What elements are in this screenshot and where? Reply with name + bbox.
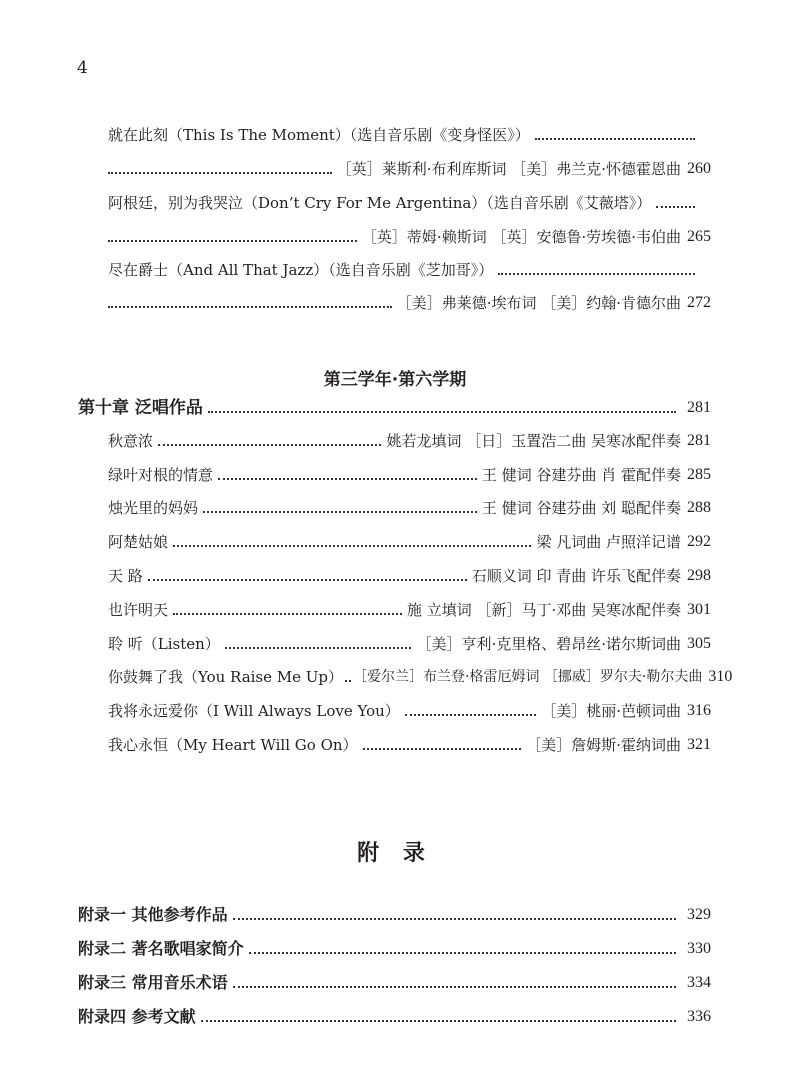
leader-dots <box>203 511 477 513</box>
appendix-label: 附录四 参考文献 <box>78 1007 196 1026</box>
appendix-label: 附录一 其他参考作品 <box>78 905 228 924</box>
appendix-page: 329 <box>687 906 711 923</box>
entry-title: 尽在爵士（And All That Jazz）（选自音乐剧《芝加哥》） <box>108 261 494 279</box>
entry-page: 292 <box>687 533 711 550</box>
toc-entry[interactable] <box>108 633 711 655</box>
entry-title: 就在此刻（This Is The Moment）（选自音乐剧《变身怪医》） <box>108 126 530 144</box>
leader-dots <box>108 306 392 308</box>
appendix-entry[interactable] <box>78 904 711 926</box>
leader-dots <box>405 714 536 716</box>
entry-page: 321 <box>687 736 711 753</box>
entry-title: 天 路 <box>108 567 143 585</box>
toc-entry-title[interactable] <box>108 192 700 214</box>
entry-page: 310 <box>708 668 733 685</box>
entry-page: 301 <box>687 601 711 618</box>
entry-page: 305 <box>687 635 711 652</box>
entry-credits: ［美］詹姆斯·霍纳词曲 <box>526 736 681 754</box>
entry-credits: ［美］亨利·克里格、碧昂丝·诺尔斯词曲 <box>416 635 681 653</box>
leader-dots <box>225 647 412 649</box>
toc-entry[interactable] <box>108 430 711 452</box>
toc-entry-title[interactable] <box>108 259 700 281</box>
toc-entry-credits[interactable] <box>108 226 711 248</box>
toc-entry[interactable] <box>108 700 711 722</box>
toc-entry[interactable] <box>108 599 711 621</box>
entry-title: 绿叶对根的情意 <box>108 466 214 484</box>
appendix-page: 336 <box>687 1008 711 1025</box>
leader-dots <box>108 240 357 242</box>
entry-title: 也许明天 <box>108 601 169 619</box>
entry-credits: 王 健词 谷建芬曲 刘 聪配伴奏 <box>481 499 681 517</box>
entry-title: 我将永远爱你（I Will Always Love You） <box>108 702 400 720</box>
leader-dots <box>208 411 676 413</box>
appendix-page: 330 <box>687 940 711 957</box>
entry-title: 你鼓舞了我（You Raise Me Up） <box>108 668 344 686</box>
toc-entry[interactable] <box>108 565 711 587</box>
entry-credits: 梁 凡词曲 卢照洋记谱 <box>536 533 681 551</box>
entry-title: 烛光里的妈妈 <box>108 499 199 517</box>
entry-page: 298 <box>687 567 711 584</box>
entry-credits: ［美］桃丽·芭顿词曲 <box>541 702 681 720</box>
entry-page: 265 <box>687 228 711 245</box>
entry-page: 316 <box>687 702 711 719</box>
page-number: 4 <box>77 58 88 78</box>
leader-dots <box>173 613 402 615</box>
entry-credits: ［爱尔兰］布兰登·格雷厄姆词 ［挪威］罗尔夫·勒尔夫曲 <box>353 669 703 685</box>
leader-dots <box>363 748 522 750</box>
leader-dots <box>535 138 695 140</box>
toc-entry[interactable] <box>108 734 711 756</box>
entry-page: 260 <box>687 160 711 177</box>
toc-entry-title[interactable] <box>108 124 700 146</box>
appendix-entry[interactable] <box>78 938 711 960</box>
chapter-page: 281 <box>687 399 711 416</box>
leader-dots <box>233 918 676 920</box>
leader-dots <box>158 444 381 446</box>
appendix-title: 附 录 <box>357 841 433 866</box>
leader-dots <box>345 680 351 682</box>
toc-entry[interactable] <box>108 464 711 486</box>
entry-credits: 姚若龙填词 ［日］玉置浩二曲 吴寒冰配伴奏 <box>386 432 681 450</box>
entry-page: 285 <box>687 466 711 483</box>
toc-entry-credits[interactable] <box>108 158 711 180</box>
toc-entry[interactable] <box>108 666 733 688</box>
leader-dots <box>218 478 477 480</box>
leader-dots <box>148 579 467 581</box>
entry-credits: ［英］蒂姆·赖斯词 ［英］安德鲁·劳埃德·韦伯曲 <box>361 228 681 246</box>
chapter-label: 第十章 泛唱作品 <box>78 398 203 418</box>
entry-credits: ［英］莱斯利·布利库斯词 ［美］弗兰克·怀德霍恩曲 <box>336 160 681 178</box>
entry-page: 281 <box>687 432 711 449</box>
entry-title: 阿根廷，别为我哭泣（Don’t Cry For Me Argentina）（选自音乐剧《艾薇塔》） <box>108 194 652 212</box>
leader-dots <box>173 545 531 547</box>
section-title: 第三学年·第六学期 <box>323 370 467 390</box>
leader-dots <box>249 952 676 954</box>
appendix-page: 334 <box>687 974 711 991</box>
leader-dots <box>656 206 695 208</box>
entry-title: 聆 听（Listen） <box>108 635 220 653</box>
toc-entry[interactable] <box>108 531 711 553</box>
entry-page: 288 <box>687 499 711 516</box>
appendix-label: 附录二 著名歌唱家简介 <box>78 939 244 958</box>
entry-title: 秋意浓 <box>108 432 154 450</box>
leader-dots <box>233 986 676 988</box>
leader-dots <box>498 273 695 275</box>
appendix-entry[interactable] <box>78 972 711 994</box>
appendix-label: 附录三 常用音乐术语 <box>78 973 228 992</box>
entry-title: 我心永恒（My Heart Will Go On） <box>108 736 358 754</box>
entry-credits: 王 健词 谷建芬曲 肖 霍配伴奏 <box>481 466 681 484</box>
appendix-entry[interactable] <box>78 1006 711 1028</box>
entry-title: 阿楚姑娘 <box>108 533 169 551</box>
entry-page: 272 <box>687 294 711 311</box>
leader-dots <box>201 1020 676 1022</box>
entry-credits: 施 立填词 ［新］马丁·邓曲 吴寒冰配伴奏 <box>406 601 681 619</box>
entry-credits: 石顺义词 印 青曲 许乐飞配伴奏 <box>471 567 681 585</box>
toc-entry[interactable] <box>108 497 711 519</box>
toc-entry-credits[interactable] <box>108 292 711 314</box>
chapter-entry[interactable] <box>78 397 711 419</box>
leader-dots <box>108 172 332 174</box>
entry-credits: ［美］弗莱德·埃布词 ［美］约翰·肯德尔曲 <box>396 294 681 312</box>
